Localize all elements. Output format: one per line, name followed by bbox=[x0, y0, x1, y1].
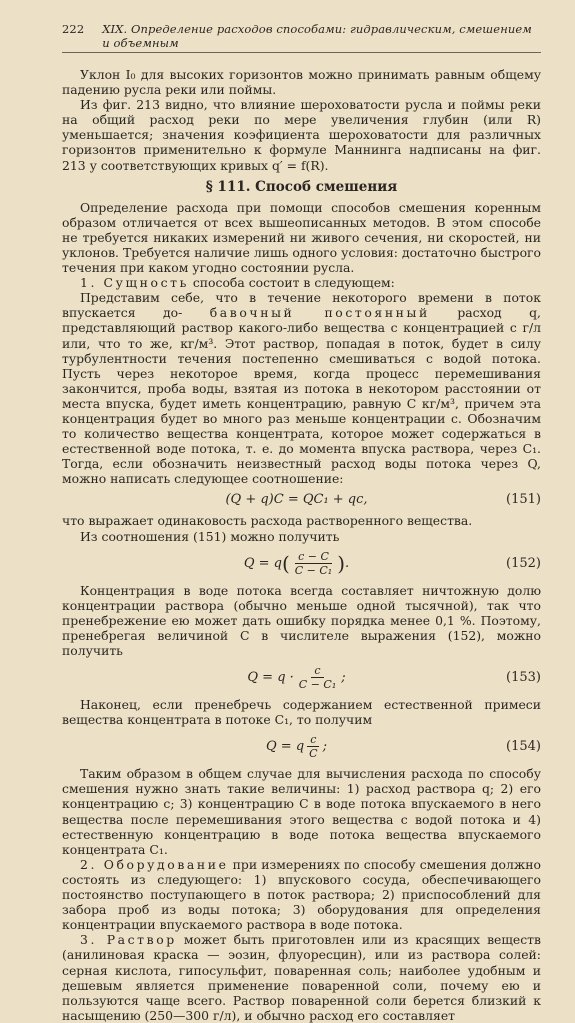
section-title: § 111. Способ смешения bbox=[205, 178, 398, 195]
solution-rest: может быть приготовлен или из красящих веществ (анилиновая краска — эозин, флуоресцин), или из раствора солей: серная кислота, гипосульфит, поваренная соль; наиболее удобным и дешевым является применение поваренной соли, почему ею и пользуются чаще всего. Раствор поваренной соли берется близкий к насыщению (250—300 г/л), и обычно расход его составляет bbox=[62, 932, 542, 1023]
equation-151-number: (151) bbox=[506, 492, 541, 508]
page-header bbox=[62, 22, 541, 53]
equipment-rest: при измерениях по способу смешения должно состоять из следующего: 1) впускового сосуда, обеспечивающего постоянство поступающего в поток раствора; 2) приспособлений для забора проб из воды потока; 3) оборудования для определения концентрации впускаемого раствора в воде потока. bbox=[62, 856, 541, 933]
equation-152-denominator: C − C₁ bbox=[294, 563, 333, 577]
paragraph-summary: Таким образом в общем случае для вычисления расхода по способу смешения нужно знать такие величины: 1) расход раствора q; 2) его концентрацию c; 3) концентрацию C в воде потока впускаемого в него вещества после перемешивания этого вещества с водой потока и 4) естественную концентрацию в воде потока вещества впускаемого концентрата C₁. bbox=[62, 766, 541, 857]
equipment-lead: 2. Оборудование bbox=[80, 856, 229, 872]
equation-153-denominator: C − C₁ bbox=[298, 678, 337, 692]
paragraph-roughness: Из фиг. 213 видно, что влияние шероховатости русла и поймы реки на общий расход реки по мере увеличения глубин (или R) уменьшается; значения коэфициента шероховатости для различных горизонтов применительно к формуле Маннинга надписаны на фиг. 213 у соответствующих кривых q′ = f(R). bbox=[62, 97, 541, 173]
essence-text-b: расход q, представляющий раствор какого-либо вещества с концентрацией c г/л или, что то же, кг/м³. Этот раствор, попадая в поток, будет в силу турбулентности течения постепенно смешиваться с водой потока. Пусть через некоторое время, когда процесс перемешивания закончится, проба воды, взятая из потока в некотором расстоянии от места впуска, будет иметь концентрацию, равную C кг/м³, причем эта концентрация будет во много раз меньше концентрации c. Обозначим то количество вещества концентрата, которое может содержаться в естественной воде потока, т. е. до момента впуска раствора, через C₁. Тогда, если обозначить неизвестный расход воды потока через Q, можно написать следующее соотношение: bbox=[62, 305, 541, 487]
paragraph-essence-heading bbox=[62, 275, 541, 290]
equation-153-lhs: Q = q · bbox=[247, 670, 294, 686]
equation-153 bbox=[62, 664, 541, 691]
page-number: 222 bbox=[62, 22, 85, 36]
equation-152-numerator: c − C bbox=[295, 550, 332, 564]
paragraph-concentration: Концентрация в воде потока всегда составляет ничтожную долю концентрации раствора (обычно меньше одной тысячной), так что пренебрежение ею может дать ошибку порядка менее 0,1 %. Поэтому, пренебрегая величиной C в числителе выражения (152), можно получить bbox=[62, 582, 541, 658]
equation-151-expr: (Q + q)C = QC₁ + qc, bbox=[225, 492, 368, 508]
essence-spaced: бавочный постоянный bbox=[209, 305, 430, 321]
equation-152-lhs: Q = q bbox=[243, 555, 282, 571]
equation-153-number: (153) bbox=[506, 670, 541, 686]
equation-153-tail: ; bbox=[341, 670, 346, 686]
equation-153-numerator: c bbox=[311, 664, 323, 678]
paragraph-slope: Уклон I₀ для высоких горизонтов можно принимать равным общему падению русла реки или поймы. bbox=[62, 67, 541, 98]
essence-lead: 1. Сущность bbox=[80, 275, 189, 291]
paragraph-intro: Определение расхода при помощи способов смешения коренным образом отличается от всех вышеописанных методов. В этом способе не требуется никаких измерений ни живого сечения, ни скоростей, ни уклонов. Требуется наличие лишь одного условия: достаточно быстрого течения при каком угодно состоянии русла. bbox=[62, 199, 541, 276]
paragraph-from-151: Из соотношения (151) можно получить bbox=[80, 528, 340, 544]
equation-154-tail: ; bbox=[322, 739, 327, 755]
equation-152: Q = q( $\frac{c - C}{\text{C − C₁}}$ ). (152) bbox=[243, 549, 541, 577]
equation-154-numerator: c bbox=[307, 733, 319, 747]
paragraph-solution bbox=[62, 932, 541, 1023]
equation-151 bbox=[62, 492, 541, 507]
equation-154-number: (154) bbox=[506, 739, 541, 755]
running-title: XIX. Определение расходов способами: гидравлическим, смешением и объемным bbox=[102, 22, 532, 50]
paragraph-equipment bbox=[62, 857, 541, 932]
equation-154-lhs: Q = q bbox=[266, 739, 305, 755]
equation-152-number: (152) bbox=[506, 555, 541, 571]
paragraph-after-151: что выражает одинаковость расхода растворенного вещества. bbox=[62, 513, 473, 529]
paragraph-essence bbox=[62, 290, 541, 486]
essence-rest: способа состоит в следующем: bbox=[188, 275, 395, 291]
paragraph-finally: Наконец, если пренебречь содержанием естественной примеси вещества концентрата в потоке C₁, то получим bbox=[62, 697, 541, 728]
solution-lead: 3. Раствор bbox=[80, 932, 177, 948]
equation-154 bbox=[62, 733, 541, 760]
essence-text-a: Представим себе, что в течение некоторого времени в поток впускается до- bbox=[62, 290, 541, 321]
equation-154-denominator: C bbox=[309, 747, 318, 761]
equation-152-tail: . bbox=[345, 555, 350, 571]
